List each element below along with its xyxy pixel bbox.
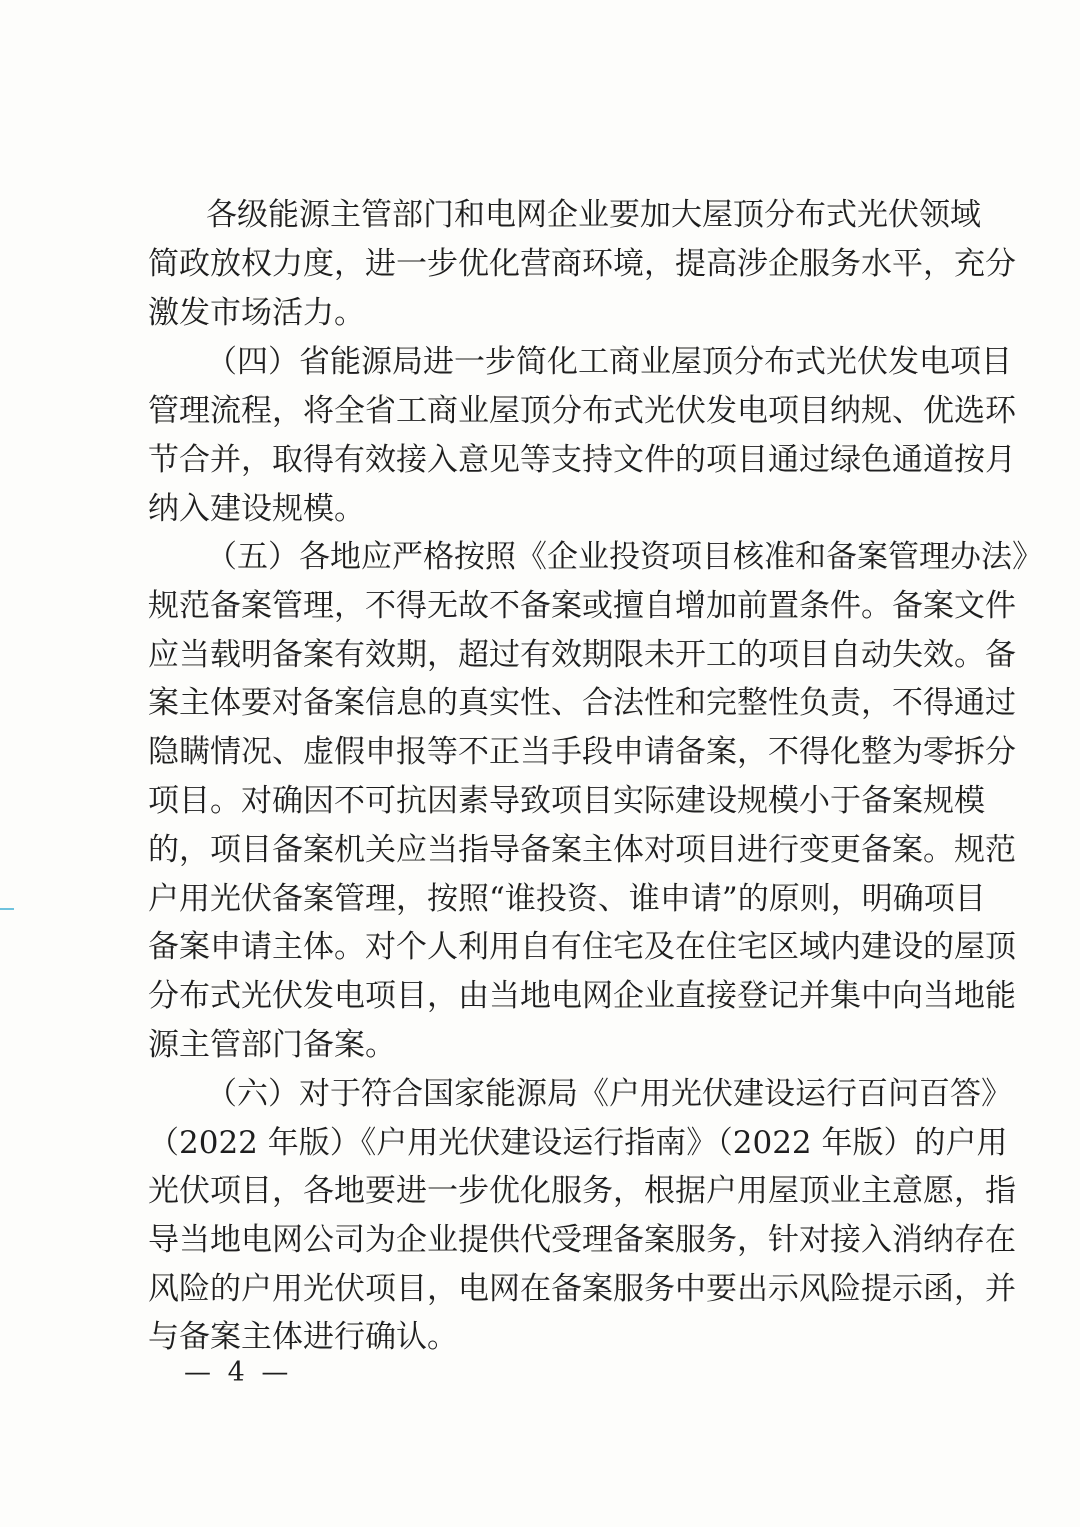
paragraph-line: 光伏项目，各地要进一步优化服务，根据户用屋顶业主意愿，指 [148, 1173, 1016, 1209]
paragraph-line: 各级能源主管部门和电网企业要加大屋顶分布式光伏领域 [206, 197, 981, 233]
paragraph-line: 分布式光伏发电项目，由当地电网企业直接登记并集中向当地能 [148, 978, 1016, 1014]
paragraph-line: 应当载明备案有效期，超过有效期限未开工的项目自动失效。备 [148, 637, 1016, 673]
paragraph-line: 户用光伏备案管理，按照“谁投资、谁申请”的原则，明确项目 [148, 881, 986, 917]
paragraph-line: 节合并，取得有效接入意见等支持文件的项目通过绿色通道按月 [148, 442, 1016, 478]
paragraph-line: 管理流程，将全省工商业屋顶分布式光伏发电项目纳规、优选环 [148, 393, 1016, 429]
paragraph-line: 案主体要对备案信息的真实性、合法性和完整性负责，不得通过 [148, 685, 1016, 721]
paragraph-line: 的，项目备案机关应当指导备案主体对项目进行变更备案。规范 [148, 832, 1016, 868]
paragraph-line: 项目。对确因不可抗因素导致项目实际建设规模小于备案规模 [148, 783, 985, 819]
paragraph-line: 备案申请主体。对个人利用自有住宅及在住宅区域内建设的屋顶 [148, 929, 1016, 965]
paragraph-line: 简政放权力度，进一步优化营商环境，提高涉企服务水平，充分 [148, 246, 1016, 282]
paragraph-line: （四）省能源局进一步简化工商业屋顶分布式光伏发电项目 [206, 344, 1012, 380]
paragraph-line: 隐瞒情况、虚假申报等不正当手段申请备案，不得化整为零拆分 [148, 734, 1016, 770]
page-number: — 4 — [184, 1357, 293, 1388]
scan-edge-mark [0, 908, 14, 910]
paragraph-line: （五）各地应严格按照《企业投资项目核准和备案管理办法》 [206, 539, 1043, 575]
paragraph-line: （六）对于符合国家能源局《户用光伏建设运行百问百答》 [206, 1076, 1012, 1112]
paragraph-line: 导当地电网公司为企业提供代受理备案服务，针对接入消纳存在 [148, 1222, 1016, 1258]
paragraph-line: 激发市场活力。 [148, 295, 365, 331]
paragraph-line: 源主管部门备案。 [148, 1027, 396, 1063]
paragraph-line: 纳入建设规模。 [148, 491, 365, 527]
paragraph-line: 风险的户用光伏项目，电网在备案服务中要出示风险提示函，并 [148, 1271, 1016, 1307]
paragraph-line: 与备案主体进行确认。 [148, 1319, 458, 1355]
paragraph-line: 规范备案管理，不得无故不备案或擅自增加前置条件。备案文件 [148, 588, 1016, 624]
paragraph-line: （2022 年版）《户用光伏建设运行指南》（2022 年版）的户用 [148, 1125, 1008, 1161]
